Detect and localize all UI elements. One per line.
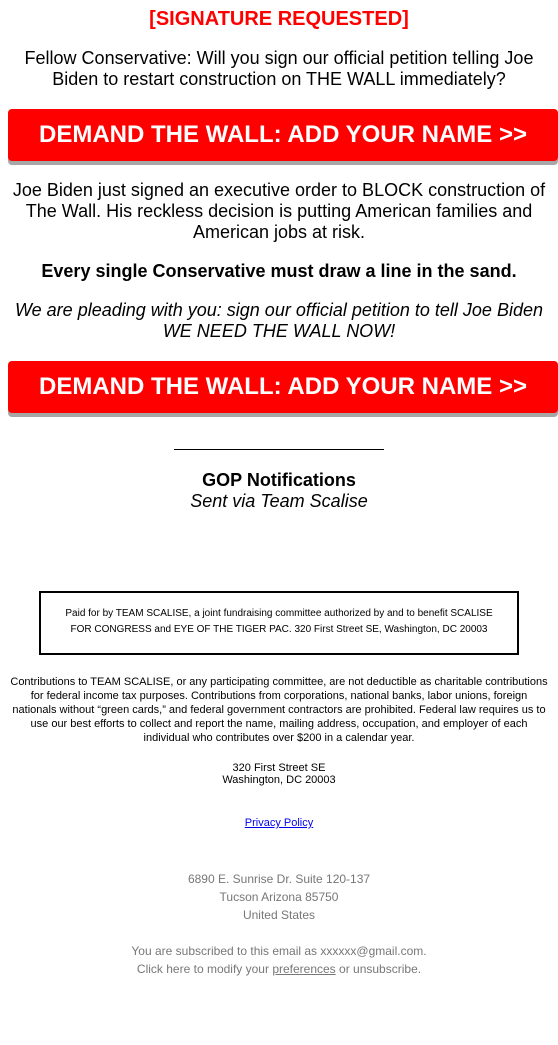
address-line-2: Washington, DC 20003 (222, 774, 336, 786)
headline: [SIGNATURE REQUESTED] (149, 8, 409, 30)
signature-sub: Sent via Team Scalise (190, 491, 368, 511)
footer-address (8, 870, 550, 924)
email-body (0, 8, 558, 978)
footer-line-1: 6890 E. Sunrise Dr. Suite 120-137 (187, 872, 371, 886)
intro-text: Fellow Conservative: Will you sign our official petition telling Joe Biden to restart construction on THE WALL immediately? (24, 48, 534, 89)
demand-wall-button-2[interactable]: DEMAND THE WALL: ADD YOUR NAME >> (8, 361, 558, 413)
privacy-policy-link[interactable]: Privacy Policy (244, 817, 314, 829)
mailing-address (8, 762, 550, 786)
signature-divider (174, 449, 384, 450)
paid-for-box: Paid for by TEAM SCALISE, a joint fundraising committee authorized by and to benefit SCALISE FOR CONGRESS and EYE OF THE TIGER PAC. 320 First Street SE, Washington, DC 20003 (39, 591, 519, 655)
footer-line-2: Tucson Arizona 85750 (219, 890, 339, 904)
modify-suffix: or unsubscribe. (339, 962, 422, 976)
footer-line-3: United States (242, 908, 316, 922)
contribution-disclaimer: Contributions to TEAM SCALISE, or any participating committee, are not deductible as charitable contributions for federal income tax purposes. Contributions from corporations, national banks, labor unions, foreign nationals without “green cards,” and federal government contractors are prohibited. Federal law requires us to use our best efforts to collect and report the name, mailing address, occupation, and employer of each individual who contributes over $200 in a calendar year. (10, 676, 548, 744)
subscription-info (8, 942, 550, 978)
signature-name: GOP Notifications (202, 470, 356, 490)
subscribed-text: You are subscribed to this email as xxxxxx@gmail.com. (131, 944, 427, 958)
modify-prefix: Click here to modify your (136, 962, 269, 976)
modify-line (8, 960, 550, 978)
privacy-policy-row (8, 816, 550, 830)
plead-text: We are pleading with you: sign our official petition to tell Joe Biden WE NEED THE WALL NOW! (15, 300, 543, 341)
body-paragraph: Joe Biden just signed an executive order to BLOCK construction of The Wall. His reckless decision is putting American families and American jobs at risk. (12, 180, 546, 242)
address-line-1: 320 First Street SE (232, 762, 326, 774)
bold-line: Every single Conservative must draw a line in the sand. (41, 261, 517, 281)
preferences-link[interactable]: preferences (272, 962, 336, 976)
demand-wall-button[interactable]: DEMAND THE WALL: ADD YOUR NAME >> (8, 109, 558, 161)
